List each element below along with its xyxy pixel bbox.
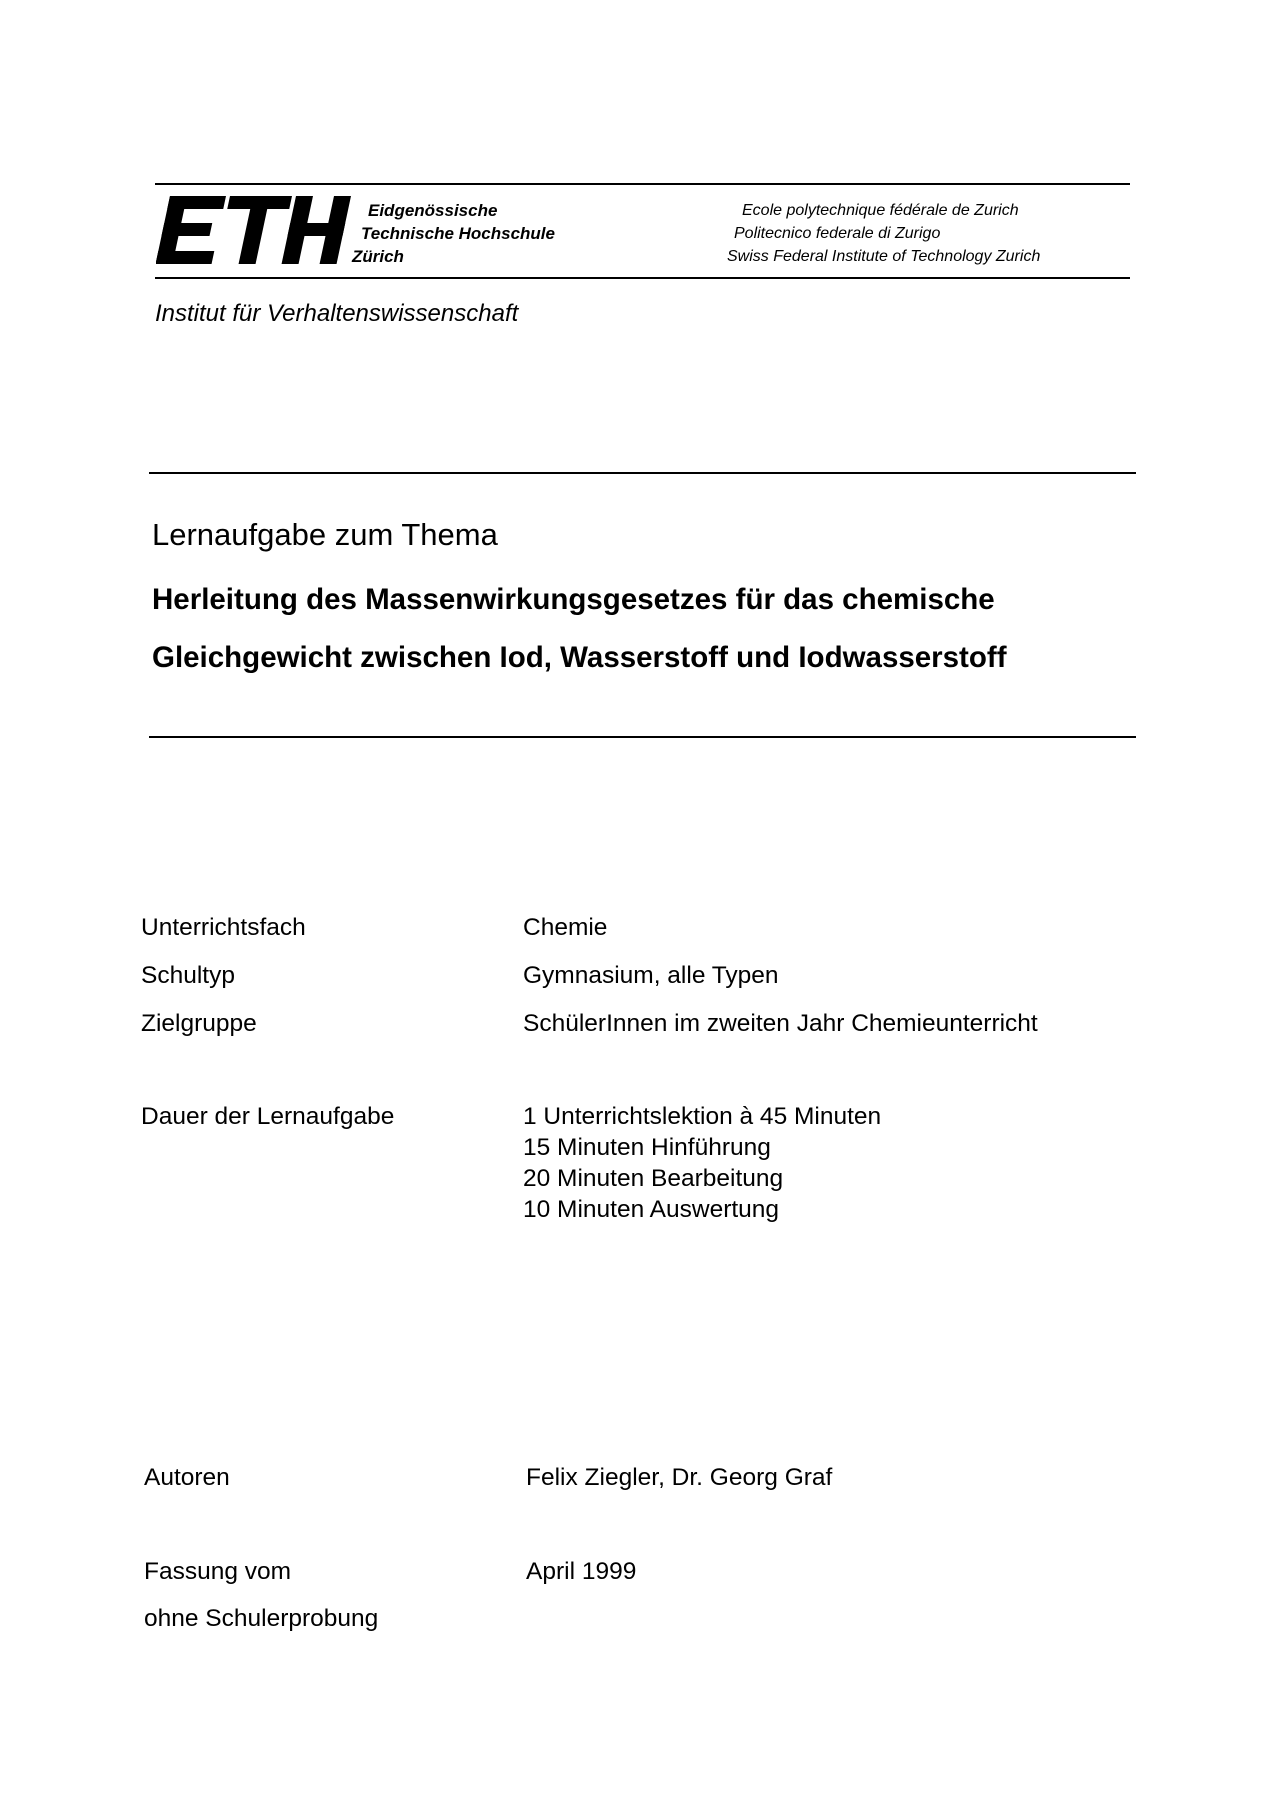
header-german-line-2: Technische Hochschule [361, 224, 555, 243]
header-german-line-1: Eidgenössische [368, 201, 498, 220]
page-subtitle: Lernaufgabe zum Thema [152, 517, 498, 552]
dauer-line-1: 1 Unterrichtslektion à 45 Minuten [523, 1103, 882, 1130]
value-zielgruppe: SchülerInnen im zweiten Jahr Chemieunterricht [523, 1010, 1038, 1037]
header-bottom-rule [155, 277, 1130, 279]
label-unterrichtsfach: Unterrichtsfach [141, 914, 306, 941]
value-dauer [523, 1101, 881, 1225]
dauer-line-3: 20 Minuten Bearbeitung [523, 1165, 784, 1192]
value-fassung: April 1999 [526, 1558, 637, 1585]
value-autoren: Felix Ziegler, Dr. Georg Graf [526, 1464, 833, 1491]
header-german-name [352, 199, 555, 268]
header-top-rule [155, 183, 1130, 185]
header-french-name: Ecole polytechnique fédérale de Zurich [742, 202, 1019, 219]
label-fassung: Fassung vom [144, 1558, 292, 1585]
eth-logo [156, 196, 356, 264]
dauer-line-2: 15 Minuten Hinführung [523, 1134, 771, 1161]
header-english-name: Swiss Federal Institute of Technology Zurich [727, 248, 1041, 265]
page-title [152, 571, 1007, 687]
title-top-rule [149, 472, 1136, 474]
label-dauer: Dauer der Lernaufgabe [141, 1103, 395, 1130]
title-bottom-rule [149, 736, 1136, 738]
page-title-line-1: Herleitung des Massenwirkungsgesetzes für das chemische [152, 583, 995, 616]
value-unterrichtsfach: Chemie [523, 914, 608, 941]
dauer-line-4: 10 Minuten Auswertung [523, 1196, 780, 1223]
header-other-names [727, 199, 1040, 268]
value-schultyp: Gymnasium, alle Typen [523, 962, 779, 989]
institut-name: Institut für Verhaltenswissenschaft [155, 300, 519, 327]
label-schultyp: Schultyp [141, 962, 235, 989]
header-german-line-3: Zürich [352, 247, 404, 266]
page-title-line-2: Gleichgewicht zwischen Iod, Wasserstoff und Iodwasserstoff [152, 641, 1007, 674]
label-autoren: Autoren [144, 1464, 230, 1491]
label-erprobung: ohne Schulerprobung [144, 1605, 379, 1632]
label-zielgruppe: Zielgruppe [141, 1010, 257, 1037]
header-italian-name: Politecnico federale di Zurigo [734, 225, 941, 242]
